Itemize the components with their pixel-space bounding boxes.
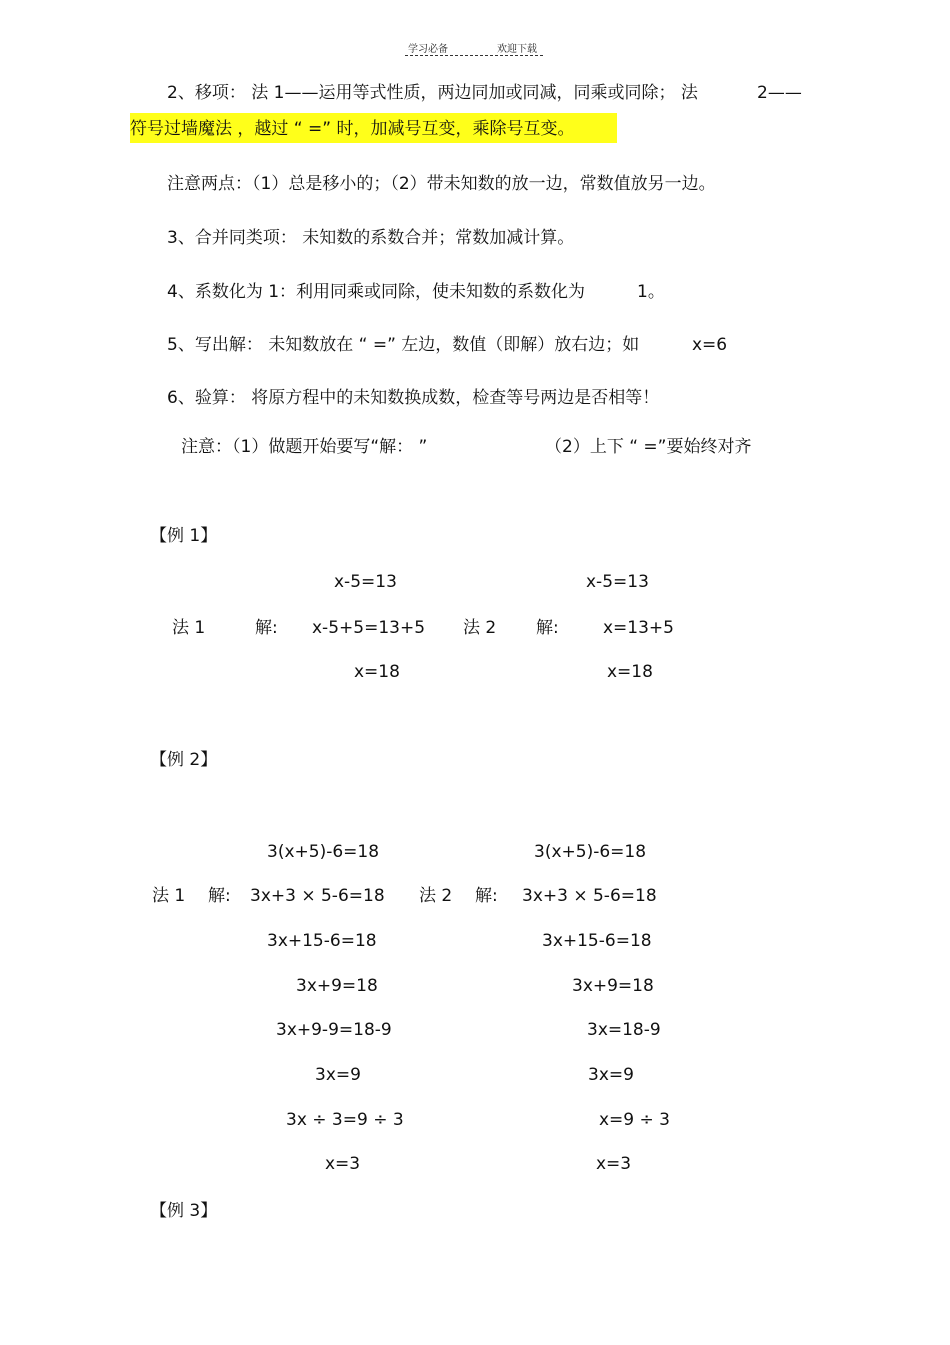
ex2-m1-line-6: 3x=9 [315,1065,361,1085]
rule-2-line-1-tail: 2—— [757,83,802,103]
rule-3: 3、合并同类项： 未知数的系数合并；常数加减计算。 [167,228,575,248]
ex2-m2-line-7: x=9 ÷ 3 [599,1110,670,1130]
example-2-title: 【例 2】 [150,750,218,770]
header-right: 欢迎下载 [497,44,537,55]
rule-5: 5、写出解： 未知数放在 “ =” 左边，数值（即解）放右边；如 [167,335,640,355]
ex1-m2-line-2: x=13+5 [603,618,674,638]
ex2-method-1-label: 法 1 [152,886,186,906]
rule-2-line-2: 符号过墙魔法 ，越过 “ =” 时，加减号互变，乘除号互变。 [130,119,575,139]
ex2-m2-line-1: 3(x+5)-6=18 [534,842,647,862]
ex2-m1-line-4: 3x+9=18 [296,976,378,996]
ex2-m1-line-8: x=3 [325,1154,361,1174]
ex1-method-1-label: 法 1 [172,618,206,638]
ex2-m2-line-8: x=3 [596,1154,632,1174]
ex2-m2-line-4: 3x+9=18 [572,976,654,996]
note-attention-2: （2）上下 “ =”要始终对齐 [545,437,752,457]
ex2-m1-line-2: 3x+3 × 5-6=18 [250,886,385,906]
ex1-m1-line-2: x-5+5=13+5 [312,618,426,638]
ex2-m2-jie: 解: [475,886,498,906]
ex2-m1-jie: 解: [208,886,231,906]
ex2-m2-line-3: 3x+15-6=18 [542,931,652,951]
note-attention-1: 注意：（1）做题开始要写“解： ” [181,437,428,457]
rule-5-example: x=6 [692,335,728,355]
note-two-points: 注意两点：（1）总是移小的；（2）带未知数的放一边，常数值放另一边。 [167,174,716,194]
header-divider [405,55,543,56]
header-left: 学习必备 [408,44,448,55]
ex2-m2-line-5: 3x=18-9 [587,1020,661,1040]
ex2-m1-line-7: 3x ÷ 3=9 ÷ 3 [286,1110,404,1130]
rule-4: 4、系数化为 1：利用同乘或同除，使未知数的系数化为 [167,282,586,302]
ex1-m2-jie: 解: [536,618,559,638]
ex2-m2-line-2: 3x+3 × 5-6=18 [522,886,657,906]
ex2-method-2-label: 法 2 [419,886,453,906]
ex1-m1-line-1: x-5=13 [334,572,397,592]
ex1-m1-line-3: x=18 [354,662,400,682]
example-3-title: 【例 3】 [150,1201,218,1221]
ex1-m1-jie: 解: [255,618,278,638]
ex1-method-2-label: 法 2 [463,618,497,638]
ex1-m2-line-1: x-5=13 [586,572,649,592]
rule-2-line-1: 2、移项： 法 1——运用等式性质，两边同加或同减，同乘或同除； 法 [167,83,698,103]
ex2-m1-line-1: 3(x+5)-6=18 [267,842,380,862]
ex1-m2-line-3: x=18 [607,662,653,682]
rule-4-tail: 1。 [637,282,665,302]
rule-6: 6、验算： 将原方程中的未知数换成数，检查等号两边是否相等！ [167,388,660,408]
ex2-m1-line-5: 3x+9-9=18-9 [276,1020,392,1040]
ex2-m2-line-6: 3x=9 [588,1065,634,1085]
ex2-m1-line-3: 3x+15-6=18 [267,931,377,951]
example-1-title: 【例 1】 [150,526,218,546]
